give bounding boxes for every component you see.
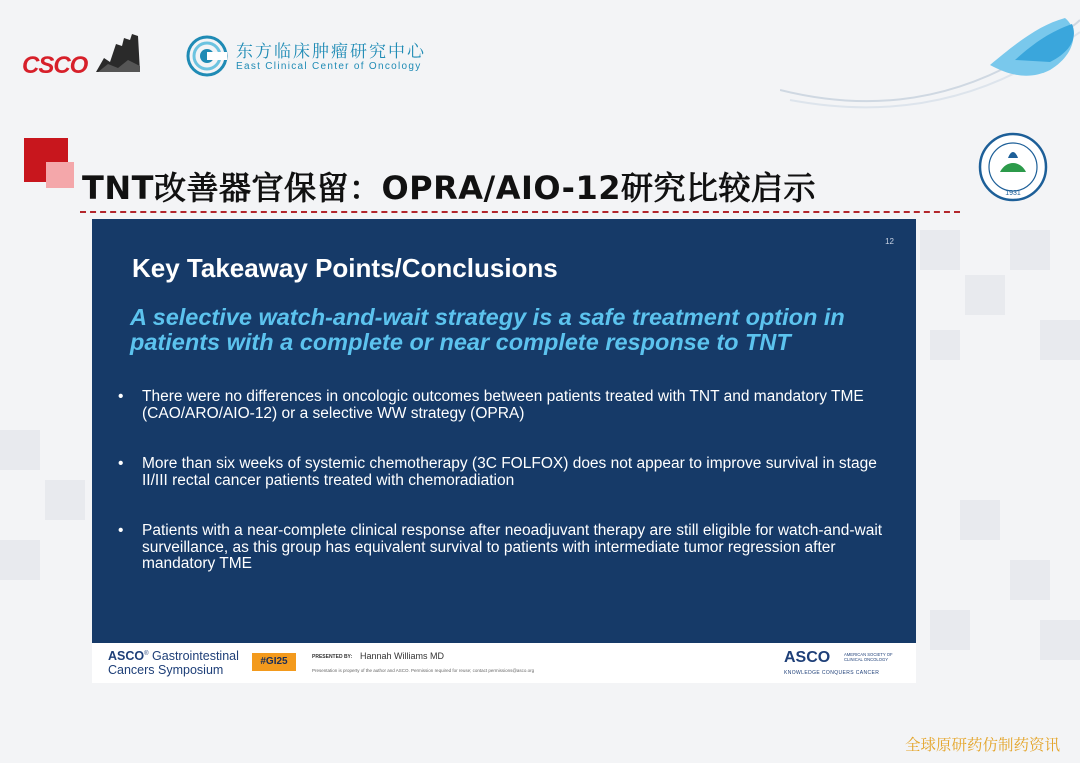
- csco-logo: [22, 32, 142, 78]
- copyright-disclaimer: Presentation is property of the author and ASCO. Permission required for reuse; contact permissions@asco.org: [312, 668, 535, 673]
- university-seal-icon: [978, 132, 1048, 202]
- slide-heading: Key Takeaway Points/Conclusions: [132, 253, 558, 283]
- slide-footer: [92, 643, 916, 683]
- center-name-cn: 东方临床肿瘤研究中心: [236, 42, 426, 62]
- center-name-en: East Clinical Center of Oncology: [236, 61, 422, 72]
- symposium-line2: Cancers Symposium: [108, 663, 224, 678]
- csco-logo-text: CSCO: [22, 52, 88, 79]
- asco-label: ASCO: [108, 649, 145, 664]
- title-divider: [80, 211, 960, 213]
- takeaway-item: • More than six weeks of systemic chemotherapy (3C FOLFOX) does not appear to improve survival in stage II/III rectal cancer patients treated with chemoradiation: [118, 456, 898, 489]
- takeaway-item: • Patients with a near-complete clinical response after neoadjuvant therapy are still eligible for watch-and-wait surveillance, as this group has equivalent survival to patients with intermediate tumor regression after mandatory TME: [118, 523, 898, 573]
- title-accent-icon: [24, 138, 76, 190]
- center-emblem-icon: [186, 35, 228, 77]
- page-title: TNT改善器官保留：OPRA/AIO-12研究比较启示: [82, 169, 816, 207]
- symposium-line1: Gastrointestinal: [152, 649, 239, 664]
- takeaway-list: [118, 389, 898, 573]
- great-wall-icon: [94, 32, 142, 74]
- seal-year: 1931: [1005, 190, 1021, 197]
- source-watermark: 全球原研药仿制药资讯: [904, 736, 1060, 754]
- asco-society-name: AMERICAN SOCIETY OF CLINICAL ONCOLOGY: [844, 652, 893, 662]
- embedded-slide: [92, 219, 916, 643]
- slide-page-number: 12: [885, 237, 894, 246]
- east-clinical-center-logo: [186, 35, 446, 79]
- asco-tagline: KNOWLEDGE CONQUERS CANCER: [784, 670, 880, 676]
- symposium-logo: ASCO® Gastrointestinal Cancers Symposium: [108, 649, 239, 678]
- presenter-name: Hannah Williams MD: [360, 651, 445, 661]
- asco-logo: [784, 649, 900, 677]
- asco-logo-text: ASCO: [784, 649, 831, 666]
- slide-subtitle: A selective watch-and-wait strategy is a safe treatment option in patients with a complete or near complete response to TNT: [130, 304, 845, 355]
- decorative-ribbon: [780, 10, 1080, 120]
- takeaway-item: • There were no differences in oncologic outcomes between patients treated with TNT and mandatory TME (CAO/ARO/AIO-12) or a selective WW strategy (OPRA): [118, 389, 898, 422]
- presented-by-label: PRESENTED BY:: [312, 654, 353, 660]
- hashtag-badge: #GI25: [252, 653, 296, 671]
